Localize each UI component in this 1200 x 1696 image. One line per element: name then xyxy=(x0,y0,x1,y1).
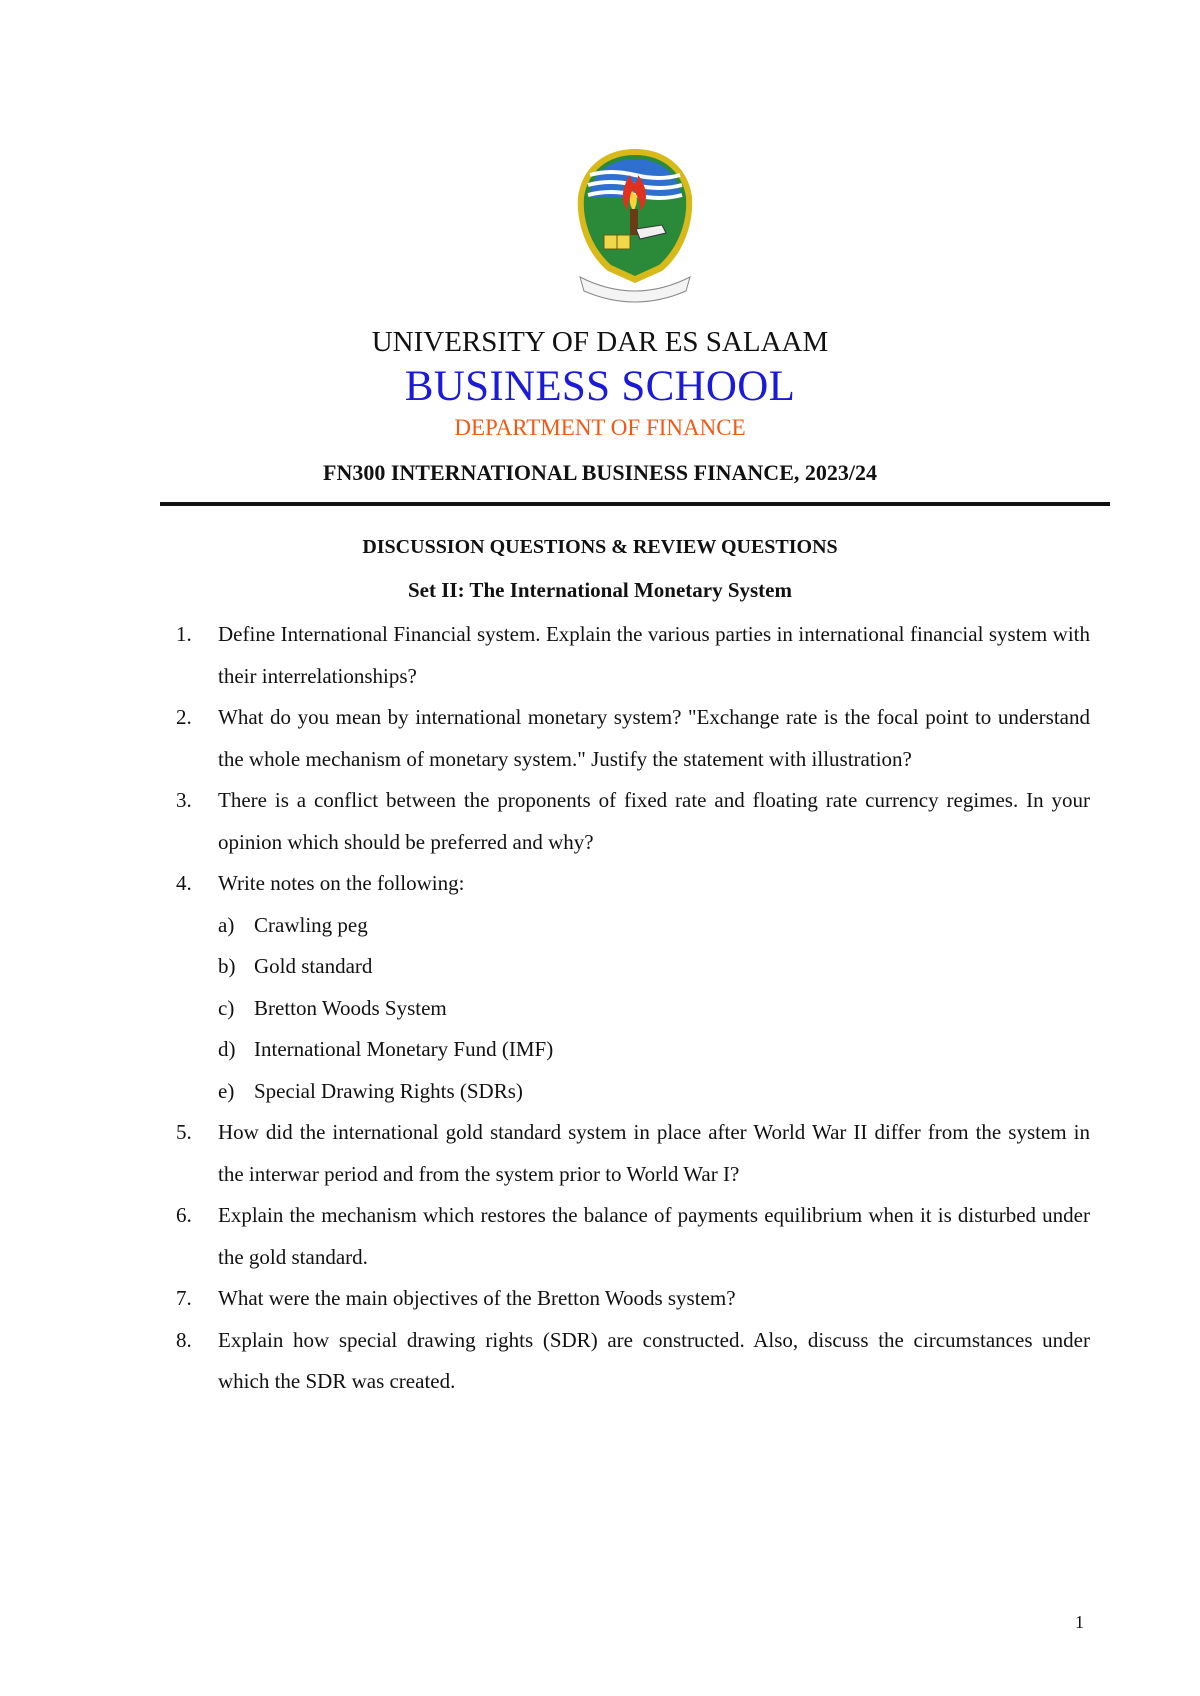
question-item xyxy=(176,863,1090,1112)
sub-item-letter: b) xyxy=(218,954,236,978)
course-title: FN300 INTERNATIONAL BUSINESS FINANCE, 2023/24 xyxy=(323,460,877,485)
question-text: Write notes on the following: xyxy=(218,871,465,895)
question-text: Explain the mechanism which restores the balance of payments equilibrium when it is disturbed under the gold standard. xyxy=(218,1203,1090,1269)
university-crest-logo xyxy=(570,145,700,310)
sub-item-letter: d) xyxy=(218,1037,236,1061)
department-name: DEPARTMENT OF FINANCE xyxy=(454,415,746,440)
sub-item xyxy=(218,1029,1090,1071)
page-number: 1 xyxy=(1075,1612,1084,1632)
header-divider xyxy=(160,502,1110,506)
sub-item-text: Special Drawing Rights (SDRs) xyxy=(254,1078,523,1103)
question-item xyxy=(176,697,1090,780)
sub-item xyxy=(218,946,1090,988)
question-number: 1. xyxy=(176,622,192,646)
sub-item-text: International Monetary Fund (IMF) xyxy=(254,1037,554,1061)
school-name: BUSINESS SCHOOL xyxy=(404,363,796,410)
sub-item-text: Bretton Woods System xyxy=(254,995,447,1020)
question-item xyxy=(176,1112,1090,1195)
question-number: 5. xyxy=(176,1120,192,1144)
question-item xyxy=(176,1195,1090,1278)
question-item xyxy=(176,780,1090,863)
sub-item-text: Gold standard xyxy=(254,954,373,978)
sub-item xyxy=(218,988,1090,1030)
question-number: 7. xyxy=(176,1286,192,1310)
question-number: 4. xyxy=(176,871,192,895)
question-item xyxy=(176,1278,1090,1320)
question-text: How did the international gold standard system in place after World War II differ from the system in the interwar period and from the system prior to World War I? xyxy=(218,1120,1090,1186)
sub-item-list xyxy=(218,905,1090,1113)
sub-item xyxy=(218,1071,1090,1113)
university-name: UNIVERSITY OF DAR ES SALAAM xyxy=(371,326,829,358)
question-item xyxy=(176,614,1090,697)
sub-item xyxy=(218,905,1090,947)
question-text: There is a conflict between the proponents of fixed rate and floating rate currency regimes. In your opinion which should be preferred and why? xyxy=(218,788,1090,854)
set-title: Set II: The International Monetary System xyxy=(407,578,792,602)
question-number: 3. xyxy=(176,788,192,812)
question-number: 8. xyxy=(176,1327,192,1352)
question-number: 6. xyxy=(176,1203,192,1227)
question-number: 2. xyxy=(176,705,192,729)
sub-item-letter: e) xyxy=(218,1078,235,1103)
question-item xyxy=(176,1320,1090,1403)
question-text: What were the main objectives of the Bretton Woods system? xyxy=(218,1286,736,1310)
question-text: Explain how special drawing rights (SDR) are constructed. Also, discuss the circumstances under which the SDR was created. xyxy=(218,1327,1090,1393)
question-text: What do you mean by international monetary system? "Exchange rate is the focal point to understand the whole mechanism of monetary system." Justify the statement with illustration? xyxy=(218,705,1090,771)
sub-item-letter: c) xyxy=(218,995,235,1020)
question-text: Define International Financial system. Explain the various parties in international financial system with their interrelationships? xyxy=(218,622,1090,688)
sub-item-text: Crawling peg xyxy=(254,912,368,937)
sub-item-letter: a) xyxy=(218,912,235,937)
question-list xyxy=(176,614,1090,1403)
section-title: DISCUSSION QUESTIONS & REVIEW QUESTIONS xyxy=(362,536,838,558)
